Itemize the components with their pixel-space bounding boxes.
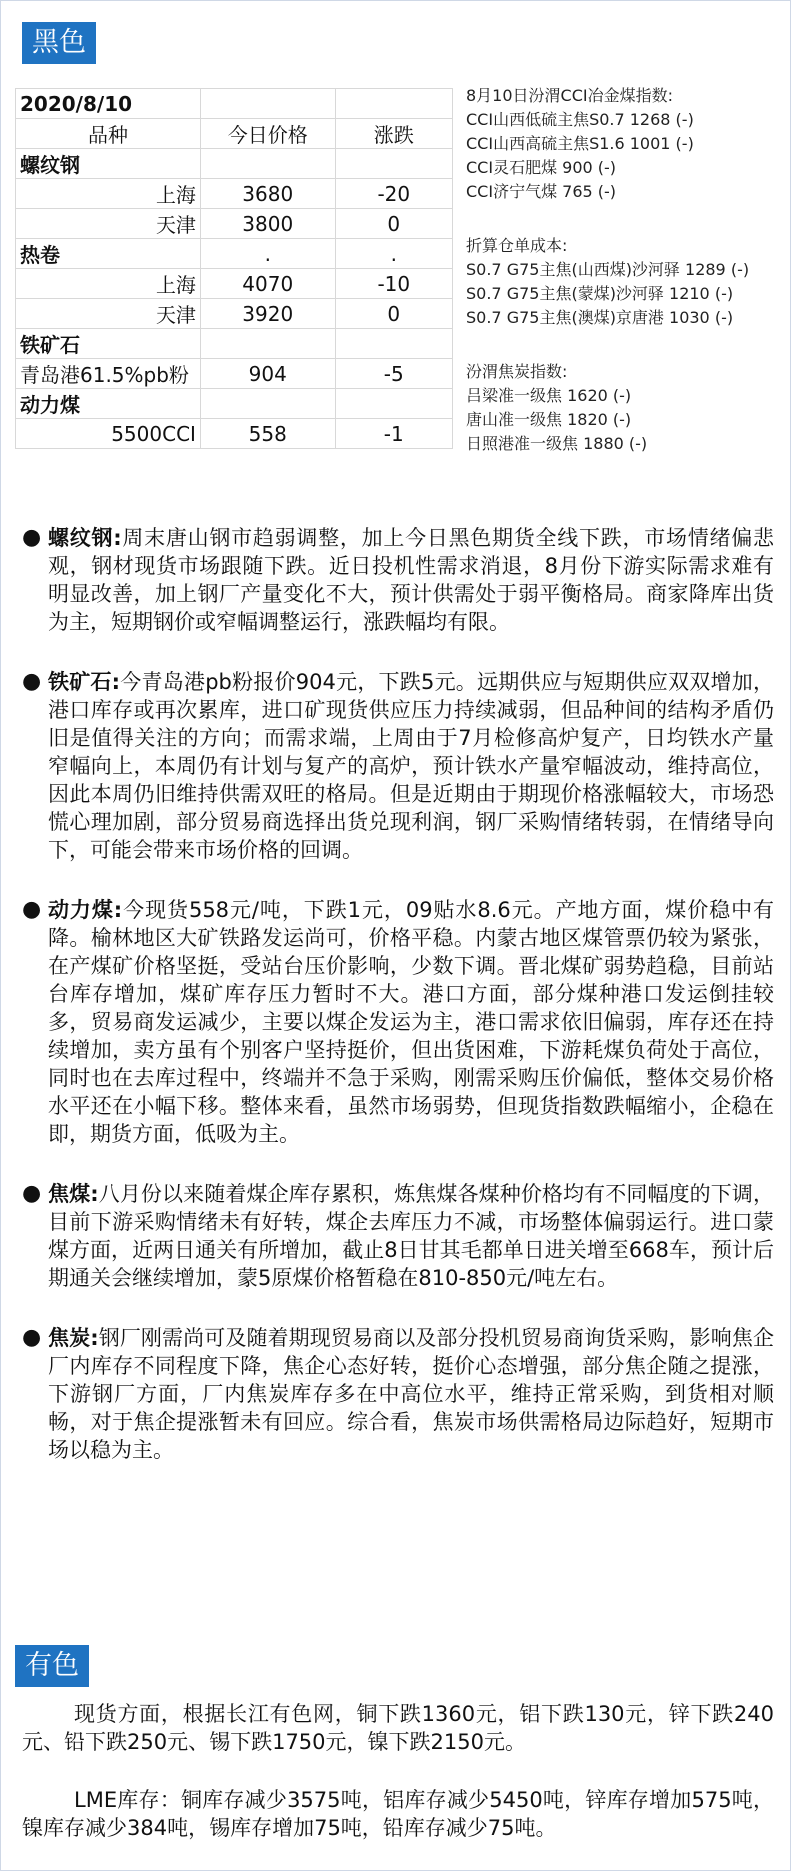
list-item [22,668,774,864]
bullet-icon: ● [22,1325,42,1350]
region-name: 天津 [16,209,201,239]
table-header-row [16,119,453,149]
table-row [16,209,453,239]
bullet-title: 螺纹钢: [48,526,122,550]
change-value: -1 [335,419,452,449]
table-row [16,269,453,299]
section-tag-nonferrous: 有色 [15,1645,89,1687]
change-value: -5 [335,359,452,389]
category-name: 铁矿石 [16,329,201,359]
change-value: -20 [335,179,452,209]
list-item [22,1324,774,1464]
price-value: 558 [200,419,335,449]
region-name: 上海 [16,179,201,209]
header-change: 涨跌 [335,119,452,149]
table-row [16,299,453,329]
bullet-icon: ● [22,897,42,922]
price-value: 3680 [200,179,335,209]
coke-line: 日照港准一级焦 1880 (-) [466,434,648,453]
bullet-title: 铁矿石: [48,670,121,694]
table-row [16,179,453,209]
cci-line: CCI山西低硫主焦S0.7 1268 (-) [466,110,694,129]
bullet-title: 动力煤: [48,898,123,922]
price-table [15,88,453,449]
cost-line: S0.7 G75主焦(山西煤)沙河驿 1289 (-) [466,260,750,279]
spot-paragraph: 现货方面，根据长江有色网，铜下跌1360元，铝下跌130元，锌下跌240元、铅下跌250元、锡下跌1750元，镍下跌2150元。 [22,1702,774,1754]
change-value: . [335,239,452,269]
bullet-title: 焦煤: [48,1182,99,1206]
bullet-text: 今青岛港pb粉报价904元，下跌5元。远期供应与短期供应双双增加，港口库存或再次累库，进口矿现货供应压力持续减弱，但品种间的结构矛盾仍旧是值得关注的方向；而需求端，上周由于7月检修高炉复产，日均铁水产量窄幅向上，本周仍有计划与复产的高炉，预计铁水产量窄幅波动，维持高位，因此本周仍旧维持供需双旺的格局。但是近期由于期现价格涨幅较大，市场恐慌心理加剧，部分贸易商选择出货兑现利润，钢厂采购情绪转弱，在情绪导向下，可能会带来市场价格的回调。 [48,670,774,862]
price-value: 3800 [200,209,335,239]
region-name: 青岛港61.5%pb粉 [16,359,201,389]
bullet-icon: ● [22,669,42,694]
price-value: 904 [200,359,335,389]
table-date-row [16,89,453,119]
cci-line: CCI灵石肥煤 900 (-) [466,158,617,177]
header-price: 今日价格 [200,119,335,149]
cci-line: CCI济宁气煤 765 (-) [466,182,617,201]
category-name: 热卷 [16,239,201,269]
coke-index-block [466,360,647,456]
cci-line: CCI山西高硫主焦S1.6 1001 (-) [466,134,694,153]
price-value: . [200,239,335,269]
category-name: 动力煤 [16,389,201,419]
coke-line: 唐山准一级焦 1820 (-) [466,410,632,429]
bullet-text: 钢厂刚需尚可及随着期现贸易商以及部分投机贸易商询货采购，影响焦企厂内库存不同程度下降，焦企心态好转，挺价心态增强，部分焦企随之提涨，下游钢厂方面，厂内焦炭库存多在中高位水平，维持正常采购，到货相对顺畅，对于焦企提涨暂未有回应。综合看，焦炭市场供需格局边际趋好，短期市场以稳为主。 [48,1326,774,1462]
price-value: 4070 [200,269,335,299]
section-tag-black: 黑色 [22,22,96,64]
table-date: 2020/8/10 [16,89,201,119]
cci-title: 8月10日汾渭CCI冶金煤指数: [466,86,673,105]
region-name: 天津 [16,299,201,329]
cost-line: S0.7 G75主焦(蒙煤)沙河驿 1210 (-) [466,284,734,303]
region-name: 上海 [16,269,201,299]
cost-line: S0.7 G75主焦(澳煤)京唐港 1030 (-) [466,308,734,327]
bullet-text: 八月份以来随着煤企库存累积，炼焦煤各煤种价格均有不同幅度的下调，目前下游采购情绪未有好转，煤企去库压力不减，市场整体偏弱运行。进口蒙煤方面，近两日通关有所增加，截止8日甘其毛都单日进关增至668车，预计后期通关会继续增加，蒙5原煤价格暂稳在810-850元/吨左右。 [48,1182,774,1290]
list-item [22,896,774,1148]
bullet-icon: ● [22,525,42,550]
category-name: 螺纹钢 [16,149,201,179]
table-category-row [16,389,453,419]
warehouse-cost-block [466,234,749,330]
header-product: 品种 [16,119,201,149]
bullet-text: 今现货558元/吨，下跌1元，09贴水8.6元。产地方面，煤价稳中有降。榆林地区大矿铁路发运尚可，价格平稳。内蒙古地区煤管票仍较为紧张，在产煤矿价格坚挺，受站台压价影响，少数下调。晋北煤矿弱势趋稳，目前站台库存增加，煤矿库存压力暂时不大。港口方面，部分煤种港口发运倒挂较多，贸易商发运减少，主要以煤企发运为主，港口需求依旧偏弱，库存还在持续增加，卖方虽有个别客户坚持挺价，但出货困难，下游耗煤负荷处于高位，同时也在去库过程中，终端并不急于采购，刚需采购压价偏低，整体交易价格水平还在小幅下移。整体来看，虽然市场弱势，但现货指数跌幅缩小，企稳在即，期货方面，低吸为主。 [48,898,774,1146]
table-row [16,419,453,449]
coke-line: 吕梁准一级焦 1620 (-) [466,386,632,405]
price-value: 3920 [200,299,335,329]
coke-title: 汾渭焦炭指数: [466,362,568,381]
change-value: 0 [335,299,452,329]
list-item [22,1180,774,1292]
bullet-icon: ● [22,1181,42,1206]
commentary-list [22,524,774,1496]
table-category-row [16,239,453,269]
table-row [16,359,453,389]
bullet-title: 焦炭: [48,1326,99,1350]
lme-paragraph: LME库存：铜库存减少3575吨，铝库存减少5450吨，锌库存增加575吨，镍库存减少384吨，锡库存增加75吨，铅库存减少75吨。 [22,1788,774,1840]
region-name: 5500CCI [16,419,201,449]
cost-title: 折算仓单成本: [466,236,568,255]
table-category-row [16,329,453,359]
cci-index-block [466,84,694,204]
change-value: 0 [335,209,452,239]
change-value: -10 [335,269,452,299]
bullet-text: 周末唐山钢市趋弱调整，加上今日黑色期货全线下跌，市场情绪偏悲观，钢材现货市场跟随下跌。近日投机性需求消退，8月份下游实际需求难有明显改善，加上钢厂产量变化不大，预计供需处于弱平衡格局。商家降库出货为主，短期钢价或窄幅调整运行，涨跌幅均有限。 [48,526,774,634]
table-category-row [16,149,453,179]
list-item [22,524,774,636]
